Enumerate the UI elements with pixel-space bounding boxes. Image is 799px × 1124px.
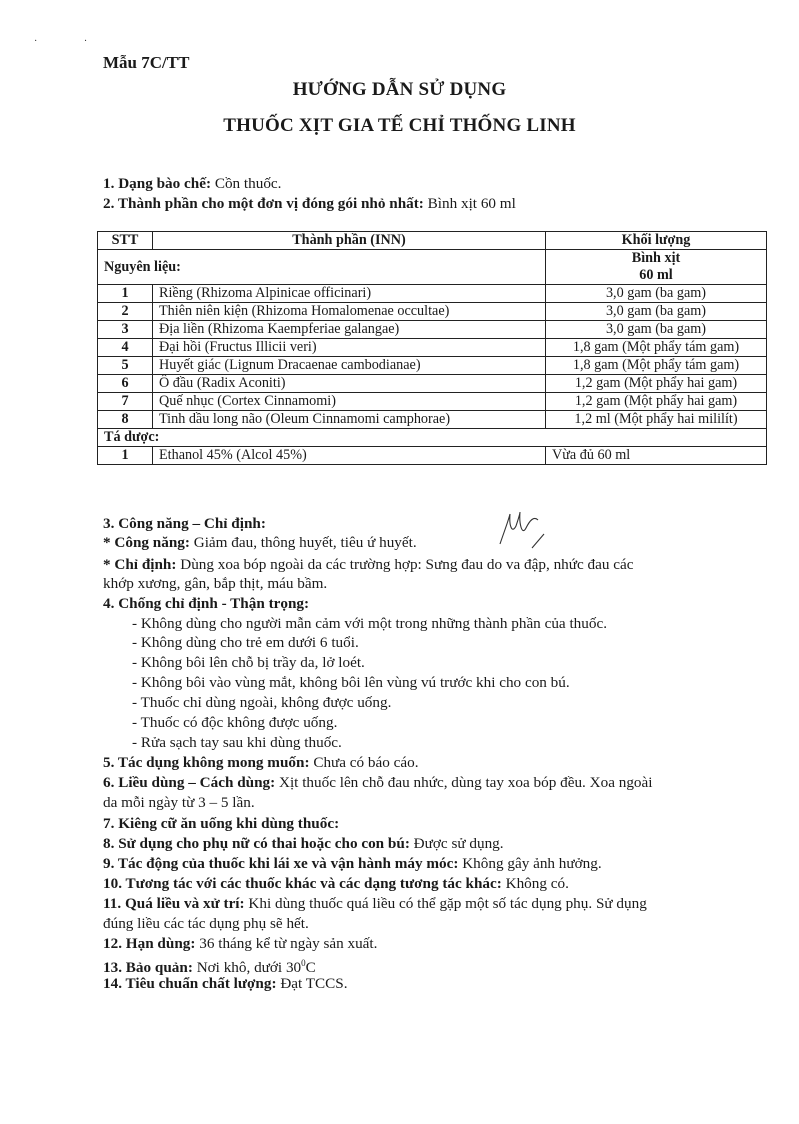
chi-dinh-cont: khớp xương, gân, bắp thịt, máu bầm. bbox=[103, 575, 328, 592]
row-mass: 1,2 gam (Một phẩy hai gam) bbox=[546, 393, 767, 411]
row-stt: 3 bbox=[98, 321, 153, 339]
row-ingredient: Huyết giác (Lignum Dracaenae cambodianae) bbox=[153, 357, 546, 375]
row-ingredient: Thiên niên kiện (Rhizoma Homalomenae occultae) bbox=[153, 303, 546, 321]
row-ingredient: Ô đầu (Radix Aconiti) bbox=[153, 375, 546, 393]
section-13-unit: C bbox=[305, 959, 316, 977]
section-13-label: 13. Bảo quản: bbox=[103, 959, 193, 977]
row-mass: Vừa đủ 60 ml bbox=[546, 447, 767, 465]
row-mass: 3,0 gam (ba gam) bbox=[546, 321, 767, 339]
row-mass: 1,2 gam (Một phẩy hai gam) bbox=[546, 375, 767, 393]
section-8 bbox=[103, 834, 504, 853]
list-item: - Thuốc có độc không được uống. bbox=[132, 714, 338, 731]
section-3-label: 3. Công năng – Chỉ định: bbox=[103, 515, 266, 532]
row-ingredient: Riềng (Rhizoma Alpinicae officinari) bbox=[153, 285, 546, 303]
table-row bbox=[98, 357, 767, 375]
list-item: - Không dùng cho trẻ em dưới 6 tuổi. bbox=[132, 634, 359, 651]
section-9 bbox=[103, 854, 602, 873]
group-label-materials: Nguyên liệu: bbox=[98, 250, 546, 285]
row-stt: 1 bbox=[98, 447, 153, 465]
row-stt: 1 bbox=[98, 285, 153, 303]
section-2-value: Bình xịt 60 ml bbox=[423, 195, 516, 212]
cong-nang-label: * Công năng: bbox=[103, 534, 190, 551]
table-row bbox=[98, 375, 767, 393]
section-11-value: Khi dùng thuốc quá liều có thể gặp một số tác dụng phụ. Sử dụng bbox=[244, 895, 647, 912]
section-13-value: Nơi khô, dưới 30 bbox=[192, 959, 302, 977]
table-row bbox=[98, 393, 767, 411]
row-ingredient: Đại hồi (Fructus Illicii veri) bbox=[153, 339, 546, 357]
list-item: - Không dùng cho người mẫn cảm với một trong những thành phần của thuốc. bbox=[132, 615, 607, 632]
ingredients-table bbox=[97, 231, 767, 465]
header-mass: Khối lượng bbox=[546, 232, 767, 250]
section-11-label: 11. Quá liều và xử trí: bbox=[103, 895, 245, 912]
table-row bbox=[98, 447, 767, 465]
row-ingredient: Ethanol 45% (Alcol 45%) bbox=[153, 447, 546, 465]
chi-dinh bbox=[103, 555, 633, 574]
row-mass: 1,2 ml (Một phẩy hai mililít) bbox=[546, 411, 767, 429]
table-row bbox=[98, 321, 767, 339]
handwritten-initials bbox=[496, 504, 546, 554]
section-12 bbox=[103, 934, 377, 953]
form-code: Mẫu 7C/TT bbox=[103, 53, 190, 72]
row-stt: 6 bbox=[98, 375, 153, 393]
mass-subheader bbox=[546, 250, 767, 285]
section-12-label: 12. Hạn dùng: bbox=[103, 935, 196, 952]
section-14-label: 14. Tiêu chuẩn chất lượng: bbox=[103, 975, 277, 992]
section-5-label: 5. Tác dụng không mong muốn: bbox=[103, 754, 310, 771]
section-14 bbox=[103, 974, 348, 993]
list-item: - Rửa sạch tay sau khi dùng thuốc. bbox=[132, 734, 342, 751]
section-2-label: 2. Thành phần cho một đơn vị đóng gói nhỏ nhất: bbox=[103, 195, 424, 212]
table-row bbox=[98, 339, 767, 357]
section-2 bbox=[103, 194, 516, 213]
section-5-value: Chưa có báo cáo. bbox=[309, 754, 419, 771]
section-6-label: 6. Liều dùng – Cách dùng: bbox=[103, 774, 276, 791]
list-item: - Thuốc chỉ dùng ngoài, không được uống. bbox=[132, 694, 392, 711]
chi-dinh-label: * Chỉ định: bbox=[103, 556, 177, 573]
section-10-value: Không có. bbox=[501, 875, 569, 892]
section-12-value: 36 tháng kể từ ngày sản xuất. bbox=[195, 935, 378, 952]
section-8-label: 8. Sử dụng cho phụ nữ có thai hoặc cho con bú: bbox=[103, 835, 410, 852]
header-stt: STT bbox=[98, 232, 153, 250]
row-stt: 4 bbox=[98, 339, 153, 357]
section-7-label: 7. Kiêng cữ ăn uống khi dùng thuốc: bbox=[103, 815, 340, 832]
group-row-excipients bbox=[98, 429, 767, 447]
list-item: - Không bôi vào vùng mắt, không bôi lên vùng vú trước khi cho con bú. bbox=[132, 674, 570, 691]
section-6 bbox=[103, 773, 652, 792]
chi-dinh-value: Dùng xoa bóp ngoài da các trường hợp: Sưng đau do va đập, nhức đau các bbox=[176, 556, 634, 573]
table-row bbox=[98, 303, 767, 321]
row-mass: 3,0 gam (ba gam) bbox=[546, 303, 767, 321]
scan-marks: · · bbox=[34, 36, 110, 47]
section-1-value: Cồn thuốc. bbox=[211, 175, 282, 192]
mass-subheader-line1: Bình xịt bbox=[631, 250, 681, 266]
row-ingredient: Quế nhục (Cortex Cinnamomi) bbox=[153, 393, 546, 411]
table-row bbox=[98, 411, 767, 429]
row-mass: 1,8 gam (Một phẩy tám gam) bbox=[546, 357, 767, 375]
section-14-value: Đạt TCCS. bbox=[276, 975, 348, 992]
row-stt: 5 bbox=[98, 357, 153, 375]
group-label-excipients: Tá dược: bbox=[98, 429, 767, 447]
cong-nang-value: Giảm đau, thông huyết, tiêu ứ huyết. bbox=[189, 534, 417, 551]
row-ingredient: Địa liền (Rhizoma Kaempferiae galangae) bbox=[153, 321, 546, 339]
section-11-cont: đúng liều các tác dụng phụ sẽ hết. bbox=[103, 915, 309, 932]
row-stt: 2 bbox=[98, 303, 153, 321]
row-stt: 7 bbox=[98, 393, 153, 411]
row-mass: 3,0 gam (ba gam) bbox=[546, 285, 767, 303]
row-mass: 1,8 gam (Một phẩy tám gam) bbox=[546, 339, 767, 357]
section-10-label: 10. Tương tác với các thuốc khác và các dạng tương tác khác: bbox=[103, 875, 502, 892]
document-title: HƯỚNG DẪN SỬ DỤNG bbox=[292, 79, 507, 100]
row-ingredient: Tinh dầu long não (Oleum Cinnamomi camphorae) bbox=[153, 411, 546, 429]
degree-sup: 0 bbox=[301, 958, 306, 968]
mass-subheader-line2: 60 ml bbox=[639, 267, 673, 283]
section-9-label: 9. Tác động của thuốc khi lái xe và vận hành máy móc: bbox=[103, 855, 459, 872]
section-9-value: Không gây ảnh hưởng. bbox=[458, 855, 602, 872]
cong-nang bbox=[103, 533, 417, 552]
row-stt: 8 bbox=[98, 411, 153, 429]
section-11 bbox=[103, 894, 647, 913]
section-10 bbox=[103, 874, 569, 893]
section-6-cont: da mỗi ngày từ 3 – 5 lần. bbox=[103, 794, 255, 811]
list-item: - Không bôi lên chỗ bị trầy da, lở loét. bbox=[132, 654, 365, 671]
section-4-label: 4. Chống chỉ định - Thận trọng: bbox=[103, 595, 310, 612]
section-6-value: Xịt thuốc lên chỗ đau nhức, dùng tay xoa bóp đều. Xoa ngoài bbox=[275, 774, 653, 791]
section-8-value: Được sử dụng. bbox=[409, 835, 504, 852]
product-title: THUỐC XỊT GIA TẾ CHỈ THỐNG LINH bbox=[223, 115, 576, 136]
header-ingredient: Thành phần (INN) bbox=[153, 232, 546, 250]
group-row-materials bbox=[98, 250, 767, 285]
table-header-row bbox=[98, 232, 767, 250]
section-1-label: 1. Dạng bào chế: bbox=[103, 175, 212, 192]
table-row bbox=[98, 285, 767, 303]
section-5 bbox=[103, 753, 419, 772]
section-1 bbox=[103, 174, 281, 193]
